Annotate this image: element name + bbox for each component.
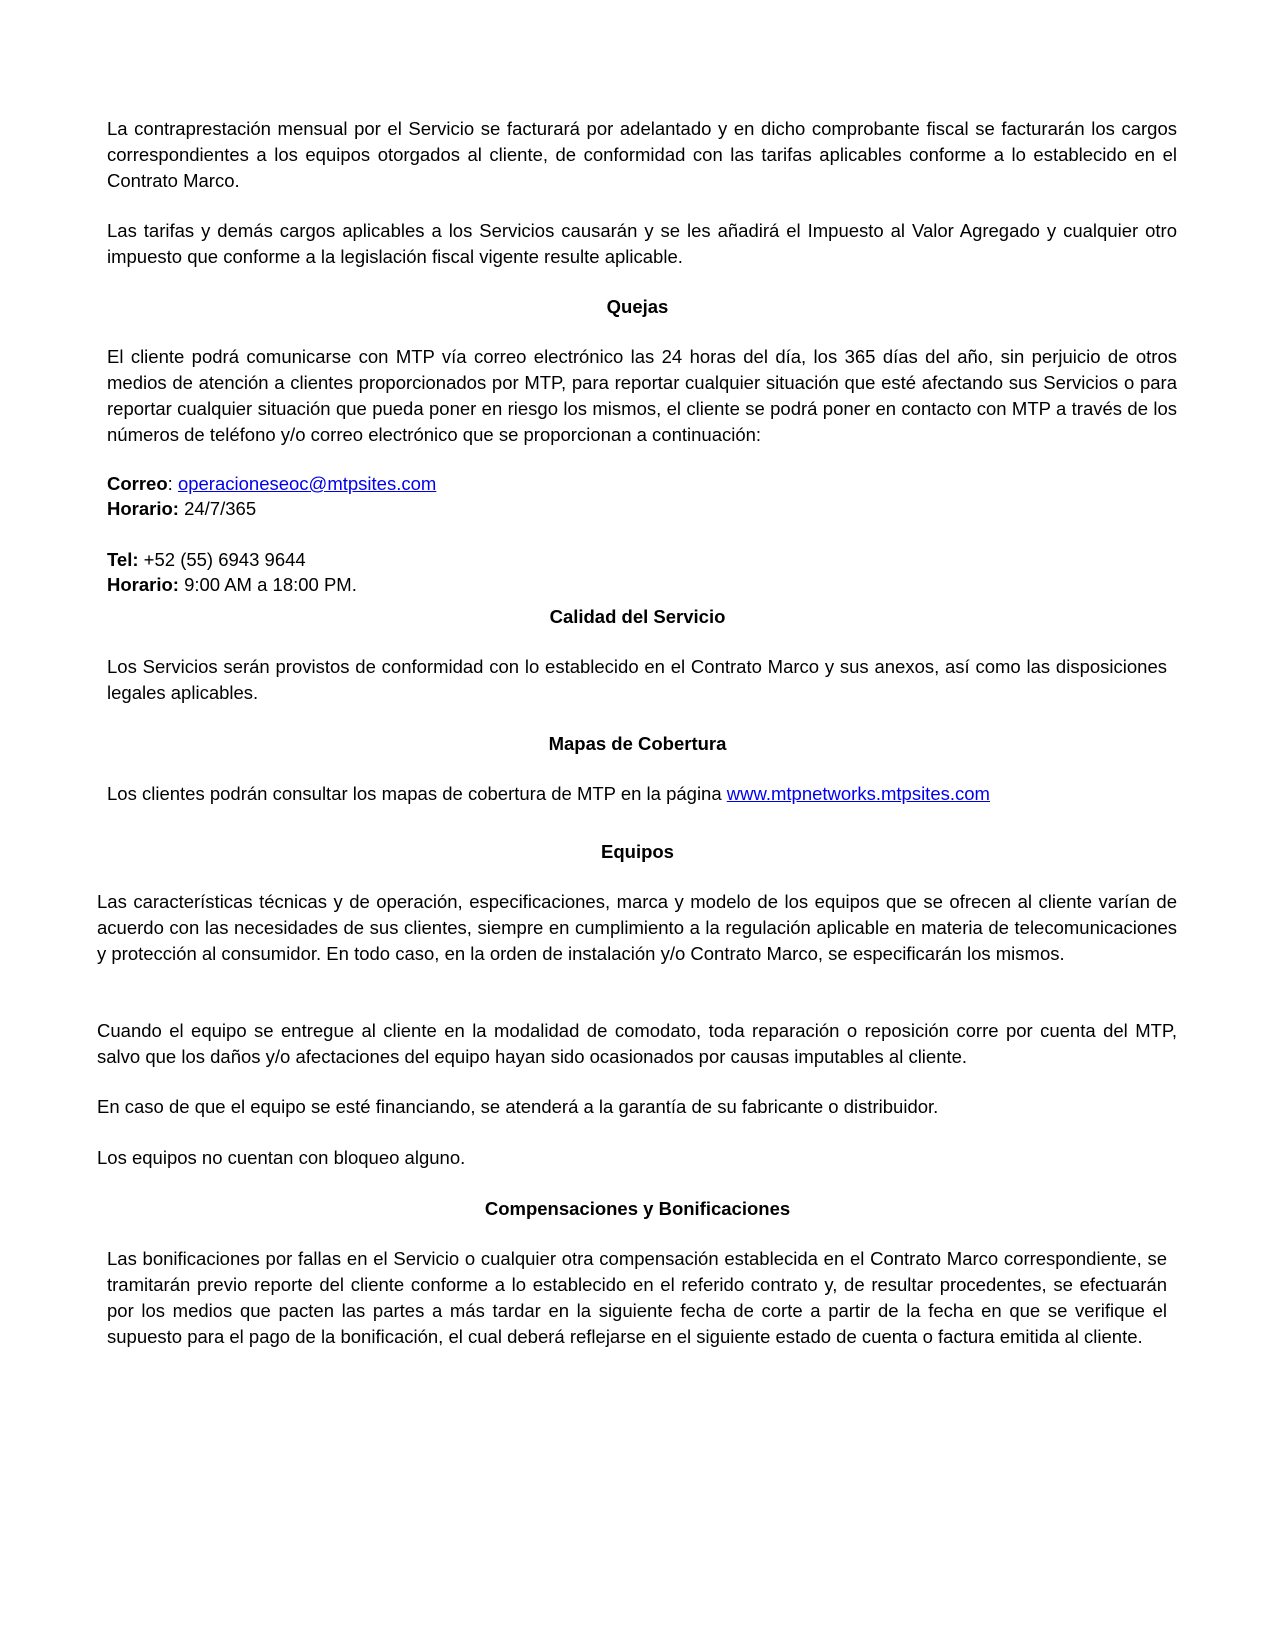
email-label: Correo <box>107 473 168 494</box>
equipos-paragraph-1: Las características técnicas y de operación, especificaciones, marca y modelo de los equipos que se ofrecen al cliente varían de acuerdo con las necesidades de sus clientes, siempre en cumplimiento a la regulación aplicable en materia de telecomunicaciones y protección al consumidor. En todo caso, en la orden de instalación y/o Contrato Marco, se especificarán los mismos. <box>97 891 1177 964</box>
mapas-text: Los clientes podrán consultar los mapas de cobertura de MTP en la página <box>107 783 727 804</box>
email-hours-value: 24/7/365 <box>178 498 257 519</box>
tel-line <box>107 547 306 573</box>
billing-paragraph: La contraprestación mensual por el Servicio se facturará por adelantado y en dicho comprobante fiscal se facturarán los cargos correspondientes a los equipos otorgados al cliente, de conformidad con las tarifas aplicables conforme a lo establecido en el Contrato Marco. <box>107 118 1177 191</box>
tel-value: +52 (55) 6943 9644 <box>138 549 306 570</box>
calidad-paragraph: Los Servicios serán provistos de conformidad con lo establecido en el Contrato Marco y sus anexos, así como las disposiciones legales aplicables. <box>107 656 1167 703</box>
email-line <box>107 471 436 497</box>
tel-label: Tel: <box>107 549 139 570</box>
calidad-heading: Calidad del Servicio <box>549 606 726 627</box>
tel-hours-value: 9:00 AM a 18:00 PM. <box>178 574 357 595</box>
mapas-line <box>107 781 990 807</box>
tel-hours-label: Horario: <box>107 574 179 595</box>
compensaciones-heading: Compensaciones y Bonificaciones <box>484 1198 791 1219</box>
equipos-heading: Equipos <box>601 841 674 862</box>
email-link[interactable]: operacioneseoc@mtpsites.com <box>177 473 437 494</box>
email-hours-line <box>107 496 256 522</box>
mapas-heading: Mapas de Cobertura <box>548 733 727 754</box>
taxes-paragraph: Las tarifas y demás cargos aplicables a los Servicios causarán y se les añadirá el Impuesto al Valor Agregado y cualquier otro impuesto que conforme a la legislación fiscal vigente resulte aplicable. <box>107 220 1177 267</box>
quejas-paragraph: El cliente podrá comunicarse con MTP vía correo electrónico las 24 horas del día, los 365 días del año, sin perjuicio de otros medios de atención a clientes proporcionados por MTP, para reportar cualquier situación que esté afectando sus Servicios o para reportar cualquier situación que pueda poner en riesgo los mismos, el cliente se podrá poner en contacto con MTP a través de los números de teléfono y/o correo electrónico que se proporcionan a continuación: <box>107 346 1177 445</box>
coverage-link[interactable]: www.mtpnetworks.mtpsites.com <box>726 783 990 804</box>
email-hours-label: Horario: <box>107 498 179 519</box>
compensaciones-paragraph: Las bonificaciones por fallas en el Servicio o cualquier otra compensación establecida en el Contrato Marco correspondiente, se tramitarán previo reporte del cliente conforme a lo establecido en el referido contrato y, de resultar procedentes, se efectuarán por los medios que pacten las partes a más tardar en la siguiente fecha de corte a partir de la fecha en que se verifique el supuesto para el pago de la bonificación, el cual deberá reflejarse en el siguiente estado de cuenta o factura emitida al cliente. <box>107 1248 1167 1347</box>
equipos-paragraph-2: Cuando el equipo se entregue al cliente en la modalidad de comodato, toda reparación o reposición corre por cuenta del MTP, salvo que los daños y/o afectaciones del equipo hayan sido ocasionados por causas imputables al cliente. <box>97 1020 1177 1067</box>
email-separator: : <box>167 473 178 494</box>
tel-hours-line <box>107 572 357 598</box>
quejas-heading: Quejas <box>606 296 669 317</box>
equipos-paragraph-3: En caso de que el equipo se esté financiando, se atenderá a la garantía de su fabricante o distribuidor. <box>97 1096 939 1117</box>
equipos-paragraph-4: Los equipos no cuentan con bloqueo alguno. <box>97 1147 466 1168</box>
